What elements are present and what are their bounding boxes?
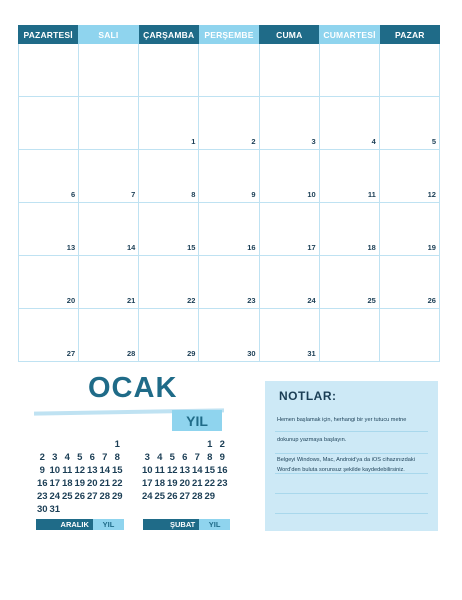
mini-day: 29 — [204, 491, 216, 502]
day-number: 29 — [187, 349, 196, 358]
mini-day: 9 — [39, 465, 45, 476]
notes-text-line[interactable]: Hemen başlamak için, herhangi bir yer tutucu metne — [277, 417, 407, 423]
mini-day: 20 — [179, 478, 191, 489]
calendar-day-cell[interactable] — [198, 309, 258, 362]
mini-day: 6 — [89, 452, 95, 463]
mini-calendar-next — [141, 438, 229, 516]
weekday-header-row — [18, 25, 440, 44]
day-number: 26 — [427, 296, 436, 305]
notes-rule — [275, 513, 428, 514]
mini-calendar-row — [141, 438, 229, 451]
mini-calendar-row — [141, 490, 229, 503]
day-number: 18 — [367, 243, 376, 252]
weekday-header: ÇARŞAMBA — [139, 25, 199, 44]
day-number: 21 — [126, 296, 136, 305]
mini-calendar-previous — [36, 438, 124, 516]
day-number: 25 — [367, 296, 376, 305]
mini-day: 21 — [99, 478, 111, 489]
day-number: 5 — [431, 137, 436, 146]
mini-day: 14 — [191, 465, 203, 476]
mini-year-label[interactable]: YIL — [199, 519, 230, 530]
calendar-day-cell[interactable] — [259, 309, 319, 362]
mini-calendar-row — [36, 503, 124, 516]
calendar-day-cell[interactable] — [18, 150, 78, 203]
mini-day: 12 — [166, 465, 178, 476]
calendar-day-cell[interactable] — [18, 203, 78, 256]
calendar-day-cell[interactable] — [78, 203, 138, 256]
mini-day: 18 — [61, 478, 73, 489]
mini-day: 5 — [77, 452, 83, 463]
calendar-day-cell[interactable] — [18, 97, 78, 150]
calendar-day-cell[interactable] — [78, 150, 138, 203]
calendar-day-cell[interactable] — [198, 44, 258, 97]
calendar-week-row — [18, 97, 440, 150]
mini-day: 20 — [86, 478, 98, 489]
mini-calendar-row — [36, 464, 124, 477]
mini-day: 8 — [114, 452, 120, 463]
calendar-day-cell[interactable] — [138, 203, 198, 256]
day-number: 30 — [247, 349, 256, 358]
mini-calendar-row — [36, 451, 124, 464]
calendar-day-cell[interactable] — [379, 150, 440, 203]
mini-day: 10 — [49, 465, 61, 476]
weekday-header: PERŞEMBE — [199, 25, 259, 44]
mini-calendar-row — [141, 503, 229, 516]
day-number: 6 — [70, 190, 76, 199]
mini-day: 9 — [219, 452, 225, 463]
mini-day: 22 — [111, 478, 123, 489]
notes-rule — [275, 453, 428, 454]
calendar-day-cell[interactable] — [18, 44, 78, 97]
mini-day: 7 — [102, 452, 108, 463]
mini-day: 27 — [86, 491, 98, 502]
mini-day: 8 — [207, 452, 213, 463]
mini-calendar-row — [36, 490, 124, 503]
calendar-week-row — [18, 309, 440, 362]
mini-day: 30 — [36, 504, 48, 515]
calendar-day-cell[interactable] — [138, 256, 198, 309]
calendar-day-cell[interactable] — [78, 256, 138, 309]
day-number: 9 — [251, 190, 256, 199]
mini-day: 27 — [179, 491, 191, 502]
mini-month-name: ŞUBAT — [143, 519, 199, 530]
calendar-day-cell[interactable] — [379, 203, 440, 256]
mini-day: 23 — [216, 478, 228, 489]
weekday-header: CUMARTESİ — [319, 25, 379, 44]
calendar-grid — [18, 25, 440, 362]
calendar-day-cell[interactable] — [138, 44, 198, 97]
calendar-day-cell[interactable] — [259, 97, 319, 150]
day-number: 14 — [126, 243, 136, 252]
weekday-header: PAZARTESİ — [18, 25, 78, 44]
calendar-day-cell[interactable] — [198, 203, 258, 256]
calendar-day-cell[interactable] — [319, 150, 379, 203]
mini-day: 4 — [157, 452, 163, 463]
mini-day: 14 — [99, 465, 111, 476]
mini-day: 29 — [111, 491, 123, 502]
mini-day: 28 — [191, 491, 203, 502]
mini-day: 1 — [207, 439, 213, 450]
mini-day: 4 — [64, 452, 70, 463]
day-number: 4 — [371, 137, 376, 146]
calendar-day-cell[interactable] — [78, 44, 138, 97]
day-number: 2 — [251, 137, 256, 146]
mini-month-name: ARALIK — [36, 519, 93, 530]
calendar-day-cell[interactable] — [319, 203, 379, 256]
mini-day: 13 — [179, 465, 191, 476]
calendar-day-cell[interactable] — [259, 203, 319, 256]
day-number: 13 — [66, 243, 76, 252]
mini-day: 5 — [169, 452, 175, 463]
mini-day: 17 — [141, 478, 153, 489]
mini-day: 2 — [219, 439, 225, 450]
weekday-header: SALI — [78, 25, 138, 44]
year-badge[interactable]: YIL — [172, 410, 222, 431]
notes-text-line[interactable]: dokunup yazmaya başlayın. — [277, 437, 347, 443]
calendar-week-row — [18, 203, 440, 256]
notes-rule — [275, 431, 428, 432]
calendar-day-cell[interactable] — [379, 256, 440, 309]
mini-calendar-previous-footer — [36, 519, 124, 530]
calendar-day-cell[interactable] — [319, 44, 379, 97]
calendar-week-row — [18, 150, 440, 203]
calendar-day-cell[interactable] — [78, 309, 138, 362]
mini-day: 19 — [166, 478, 178, 489]
mini-day: 12 — [74, 465, 86, 476]
mini-day: 26 — [166, 491, 178, 502]
day-number: 7 — [131, 190, 136, 199]
notes-panel[interactable] — [265, 381, 438, 531]
calendar-day-cell[interactable] — [379, 44, 440, 97]
mini-day: 6 — [182, 452, 188, 463]
notes-rule — [275, 493, 428, 494]
mini-day: 11 — [62, 465, 73, 476]
calendar-day-cell[interactable] — [259, 44, 319, 97]
day-number: 24 — [307, 296, 316, 305]
mini-day: 23 — [36, 491, 48, 502]
calendar-day-cell[interactable] — [259, 256, 319, 309]
notes-title: NOTLAR: — [279, 389, 337, 403]
mini-year-label[interactable]: YIL — [93, 519, 124, 530]
calendar-day-cell[interactable] — [319, 309, 379, 362]
mini-day: 1 — [114, 439, 120, 450]
mini-day: 11 — [154, 465, 165, 476]
calendar-day-cell[interactable] — [138, 150, 198, 203]
mini-day: 28 — [99, 491, 111, 502]
notes-text-line[interactable]: Belgeyi Windows, Mac, Android'ya da iOS cihazınızdaki — [277, 457, 415, 463]
mini-day: 3 — [52, 452, 58, 463]
month-title: OCAK — [88, 372, 178, 404]
calendar-day-cell[interactable] — [379, 309, 440, 362]
day-number: 1 — [191, 137, 196, 146]
day-number: 15 — [187, 243, 196, 252]
day-number: 12 — [427, 190, 436, 199]
mini-day: 18 — [154, 478, 166, 489]
day-number: 31 — [307, 349, 316, 358]
mini-day: 24 — [49, 491, 61, 502]
mini-day: 26 — [74, 491, 86, 502]
notes-rule — [275, 473, 428, 474]
calendar-day-cell[interactable] — [379, 97, 440, 150]
calendar-day-cell[interactable] — [138, 97, 198, 150]
day-number: 28 — [126, 349, 136, 358]
mini-day: 17 — [49, 478, 61, 489]
weekday-header: PAZAR — [380, 25, 440, 44]
mini-day: 16 — [36, 478, 48, 489]
mini-day: 16 — [216, 465, 228, 476]
calendar-day-cell[interactable] — [138, 309, 198, 362]
day-number: 16 — [247, 243, 256, 252]
mini-calendar-row — [36, 477, 124, 490]
calendar-week-row — [18, 44, 440, 97]
mini-day: 15 — [111, 465, 123, 476]
calendar-day-cell[interactable] — [259, 150, 319, 203]
calendar-day-cell[interactable] — [18, 256, 78, 309]
mini-day: 24 — [141, 491, 153, 502]
day-number: 22 — [187, 296, 196, 305]
mini-day: 22 — [204, 478, 216, 489]
mini-calendar-next-footer — [143, 519, 230, 530]
mini-day: 25 — [61, 491, 73, 502]
mini-day: 19 — [74, 478, 86, 489]
mini-calendar-row — [141, 451, 229, 464]
mini-calendar-row — [141, 464, 229, 477]
calendar-day-cell[interactable] — [18, 309, 78, 362]
calendar-day-cell[interactable] — [198, 256, 258, 309]
mini-day: 2 — [39, 452, 45, 463]
day-number: 27 — [66, 349, 76, 358]
mini-day: 21 — [191, 478, 203, 489]
day-number: 3 — [311, 137, 316, 146]
day-number: 19 — [427, 243, 436, 252]
weekday-header: CUMA — [259, 25, 319, 44]
day-number: 20 — [66, 296, 76, 305]
mini-day: 31 — [49, 504, 61, 515]
mini-day: 15 — [204, 465, 216, 476]
mini-day: 25 — [154, 491, 166, 502]
calendar-day-cell[interactable] — [198, 97, 258, 150]
day-number: 8 — [191, 190, 196, 199]
notes-text-line[interactable]: Word'den buluta sorunsuz şekilde kaydedebilirsiniz. — [277, 467, 405, 473]
mini-day: 13 — [86, 465, 98, 476]
day-number: 17 — [307, 243, 316, 252]
mini-calendar-row — [141, 477, 229, 490]
day-number: 10 — [307, 190, 316, 199]
calendar-day-cell[interactable] — [78, 97, 138, 150]
mini-day: 3 — [144, 452, 150, 463]
calendar-day-cell[interactable] — [319, 256, 379, 309]
mini-calendar-row — [36, 438, 124, 451]
mini-day: 7 — [194, 452, 200, 463]
calendar-day-cell[interactable] — [198, 150, 258, 203]
calendar-week-row — [18, 256, 440, 309]
calendar-weeks — [18, 44, 440, 362]
day-number: 23 — [247, 296, 256, 305]
mini-day: 10 — [141, 465, 153, 476]
day-number: 11 — [367, 190, 376, 199]
calendar-day-cell[interactable] — [319, 97, 379, 150]
